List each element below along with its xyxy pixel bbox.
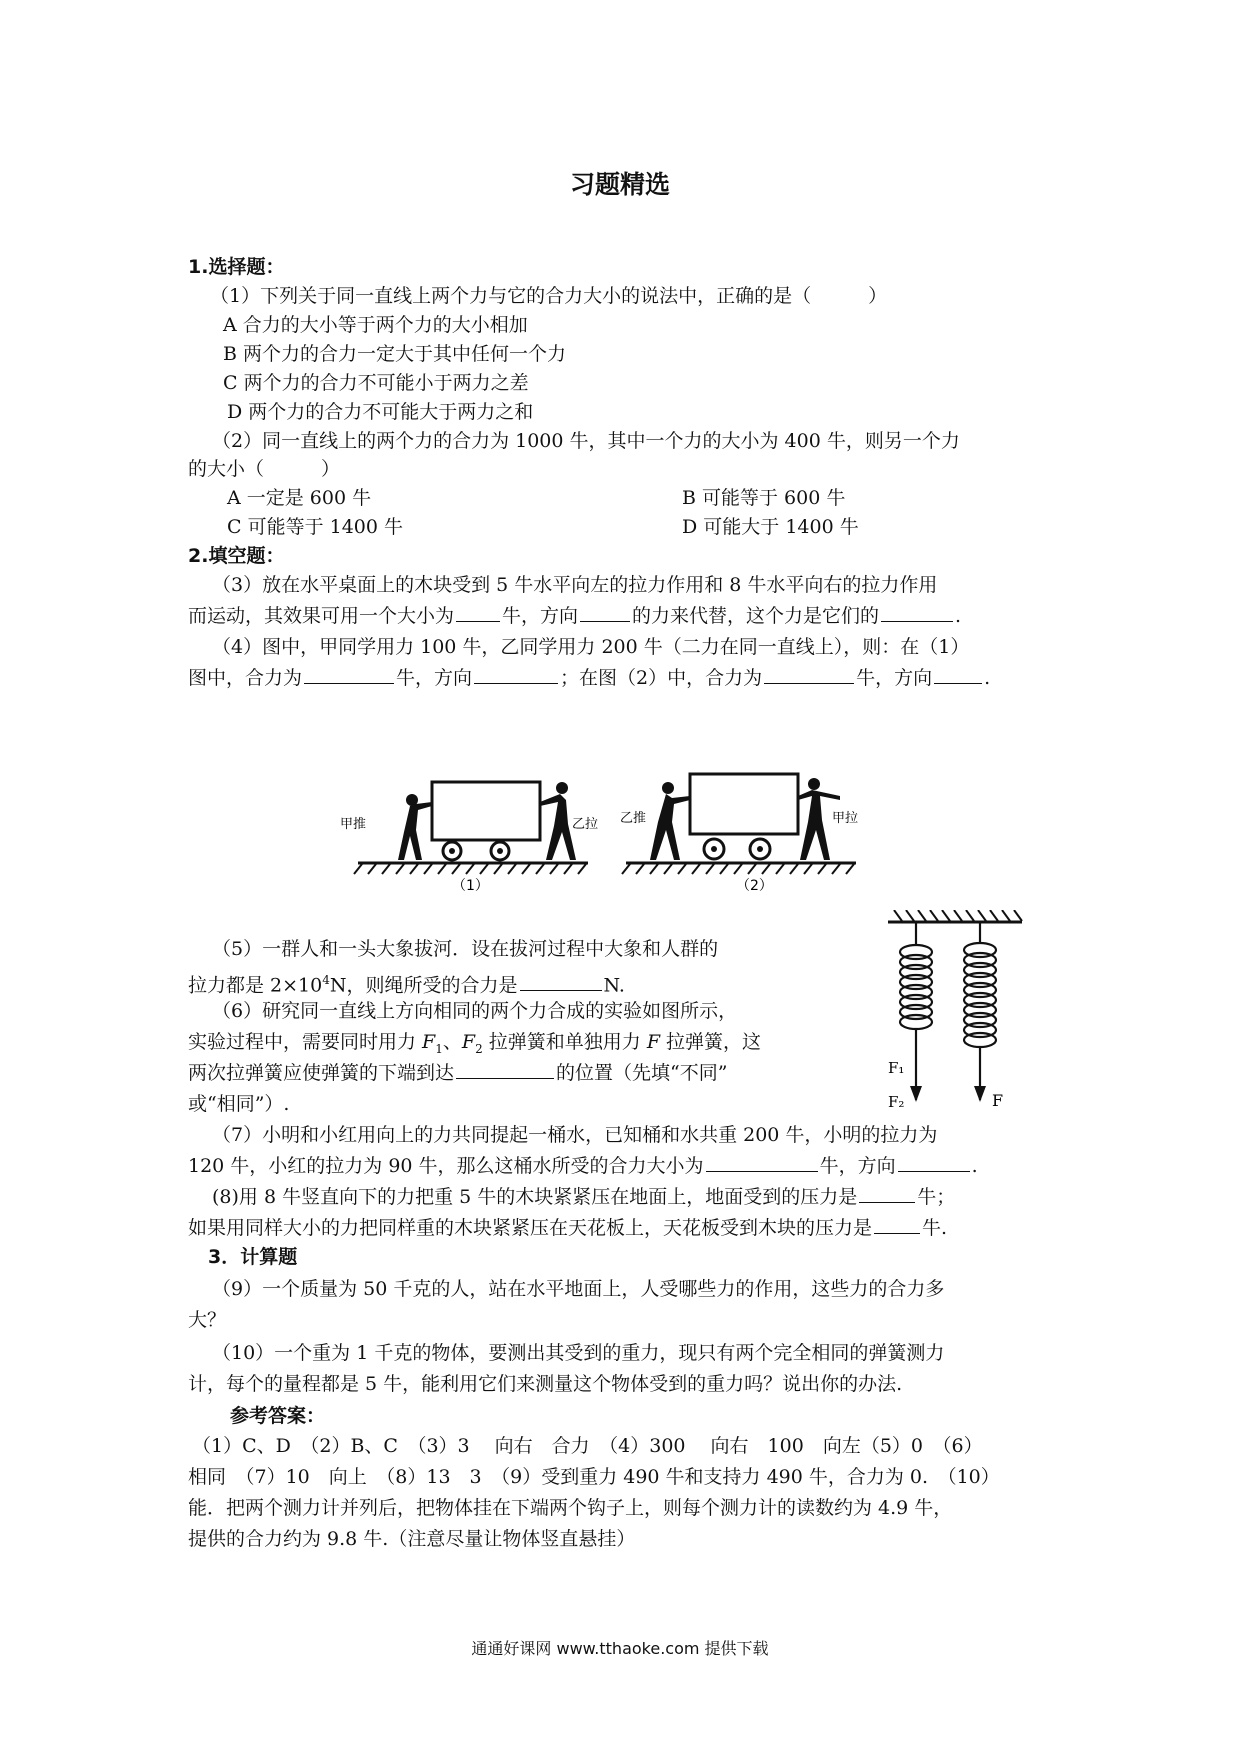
- q6-line1: （6）研究同一直线上方向相同的两个力合成的实验如图所示，: [212, 1000, 738, 1022]
- spring-right: [964, 922, 996, 1060]
- label-f1: F₁: [888, 1059, 905, 1077]
- cart-figure-1: [340, 782, 598, 894]
- q1-option-c: C 两个力的合力不可能小于两力之差: [223, 372, 529, 394]
- q1-option-b: B 两个力的合力一定大于其中任何一个力: [223, 343, 567, 365]
- q4-blank-fig2-magnitude[interactable]: [764, 665, 854, 684]
- q3-line1: （3）放在水平桌面上的木块受到 5 牛水平向左的拉力作用和 8 牛水平向右的拉力作用: [212, 574, 938, 596]
- section-heading-answers: 参考答案：: [230, 1405, 326, 1427]
- q1-stem: （1）下列关于同一直线上两个力与它的合力大小的说法中，正确的是（ ）: [210, 285, 888, 307]
- q5-blank-resultant[interactable]: [520, 972, 602, 991]
- pusher-figure-2: [650, 782, 690, 860]
- q2-option-d: D 可能大于 1400 牛: [682, 516, 859, 538]
- q5-line1: （5）一群人和一头大象拔河．设在拔河过程中大象和人群的: [212, 938, 719, 960]
- spring-left: [900, 922, 932, 1050]
- label-left-pull: 乙拉: [572, 817, 599, 832]
- section-heading-calc: 3．计算题: [208, 1246, 298, 1268]
- q3-line2: 而运动，其效果可用一个大小为 牛，方向 的力来代替，这个力是它们的 .: [188, 605, 962, 627]
- q9-line2: 大？: [188, 1309, 227, 1331]
- label-f2: F₂: [888, 1093, 905, 1111]
- q2-stem-line2: 的大小（ ）: [188, 458, 341, 480]
- cart-body: [432, 782, 540, 840]
- q8-blank-ceiling[interactable]: [874, 1215, 920, 1234]
- q6-blank-position[interactable]: [456, 1060, 554, 1079]
- q7-line2: 120 牛，小红的拉力为 90 牛，那么这桶水所受的合力大小为 牛，方向 .: [188, 1155, 978, 1177]
- q6-line2: 实验过程中，需要同时用力 $F_1$、$F_2$ 拉弹簧和单独用力 F 拉弹簧，这: [188, 1031, 762, 1056]
- spring-figure: [880, 910, 1030, 1120]
- section-heading-choice: 1.选择题：: [188, 256, 285, 278]
- q9-line1: （9）一个质量为 50 千克的人，站在水平地面上，人受哪些力的作用，这些力的合力多: [212, 1278, 945, 1300]
- q3-blank-magnitude[interactable]: [456, 603, 500, 622]
- answers-line2: 相同 （7）10 向上 （8）13 3 （9）受到重力 490 牛和支持力 490 牛，合力为 0. （10）: [188, 1466, 1000, 1488]
- q1-option-d: D 两个力的合力不可能大于两力之和: [227, 401, 534, 423]
- q5-line2: 拉力都是 $2\times 10^4N$，则绳所受的合力是 N.: [188, 973, 625, 997]
- label-left-push: 甲推: [340, 817, 367, 832]
- caption-figure-2: （2）: [736, 878, 773, 894]
- pusher-figure-1: [398, 794, 432, 860]
- cart-figure-2: [620, 774, 858, 894]
- arrow-f: [974, 1060, 986, 1102]
- answers-line1: （1）C、D （2）B、C （3）3 向右 合力 （4）300 向右 100 向左（5）0 （6）: [192, 1435, 983, 1457]
- page-footer: 通通好课网 www.tthaoke.com 提供下载: [471, 1639, 769, 1658]
- q6-line4: 或“相同”）.: [188, 1093, 290, 1115]
- caption-figure-1: （1）: [452, 878, 489, 894]
- q7-blank-direction[interactable]: [898, 1153, 970, 1172]
- page-title: 习题精选: [569, 170, 670, 199]
- q4-line1: （4）图中，甲同学用力 100 牛，乙同学用力 200 牛（二力在同一直线上），则：在（1）: [212, 636, 970, 658]
- q2-option-c: C 可能等于 1400 牛: [227, 516, 404, 538]
- q2-option-a: A 一定是 600 牛: [227, 487, 372, 509]
- q7-blank-magnitude[interactable]: [706, 1153, 818, 1172]
- q4-blank-fig2-direction[interactable]: [934, 665, 982, 684]
- q6-line3: 两次拉弹簧应使弹簧的下端到达 的位置（先填“不同”: [188, 1062, 728, 1084]
- cart-body: [690, 774, 798, 834]
- q8-blank-ground[interactable]: [859, 1184, 915, 1203]
- q1-option-a: A 合力的大小等于两个力的大小相加: [223, 314, 528, 336]
- q2-option-b: B 可能等于 600 牛: [682, 487, 846, 509]
- puller-figure-1: [540, 782, 576, 860]
- q8-line2: 如果用同样大小的力把同样重的木块紧紧压在天花板上，天花板受到木块的压力是 牛.: [188, 1217, 948, 1239]
- q8-line1: (8)用 8 牛竖直向下的力把重 5 牛的木块紧紧压在地面上，地面受到的压力是 牛；: [212, 1186, 956, 1208]
- answers-line4: 提供的合力约为 9.8 牛.（注意尽量让物体竖直悬挂）: [188, 1528, 636, 1550]
- label-right-push: 乙推: [620, 811, 647, 826]
- label-right-pull: 甲拉: [832, 811, 859, 826]
- q3-blank-term[interactable]: [881, 603, 953, 622]
- q10-line1: （10）一个重为 1 千克的物体，要测出其受到的重力，现只有两个完全相同的弹簧测力: [212, 1342, 945, 1364]
- q4-blank-fig1-direction[interactable]: [474, 665, 558, 684]
- cart-figure: [340, 760, 880, 895]
- q4-line2: 图中，合力为 牛，方向 ；在图（2）中，合力为 牛，方向 .: [188, 667, 991, 689]
- answers-line3: 能．把两个测力计并列后，把物体挂在下端两个钩子上，则每个测力计的读数约为 4.9 牛，: [188, 1497, 953, 1519]
- arrow-f1-f2: [910, 1050, 922, 1102]
- label-f: F: [992, 1091, 1004, 1110]
- section-heading-fill: 2.填空题：: [188, 545, 285, 567]
- q2-stem-line1: （2）同一直线上的两个力的合力为 1000 牛，其中一个力的大小为 400 牛，则另一个力: [212, 430, 960, 452]
- q4-blank-fig1-magnitude[interactable]: [304, 665, 394, 684]
- q7-line1: （7）小明和小红用向上的力共同提起一桶水，已知桶和水共重 200 牛，小明的拉力为: [212, 1124, 938, 1146]
- q10-line2: 计，每个的量程都是 5 牛，能利用它们来测量这个物体受到的重力吗？说出你的办法.: [188, 1373, 903, 1395]
- q3-blank-direction[interactable]: [580, 603, 630, 622]
